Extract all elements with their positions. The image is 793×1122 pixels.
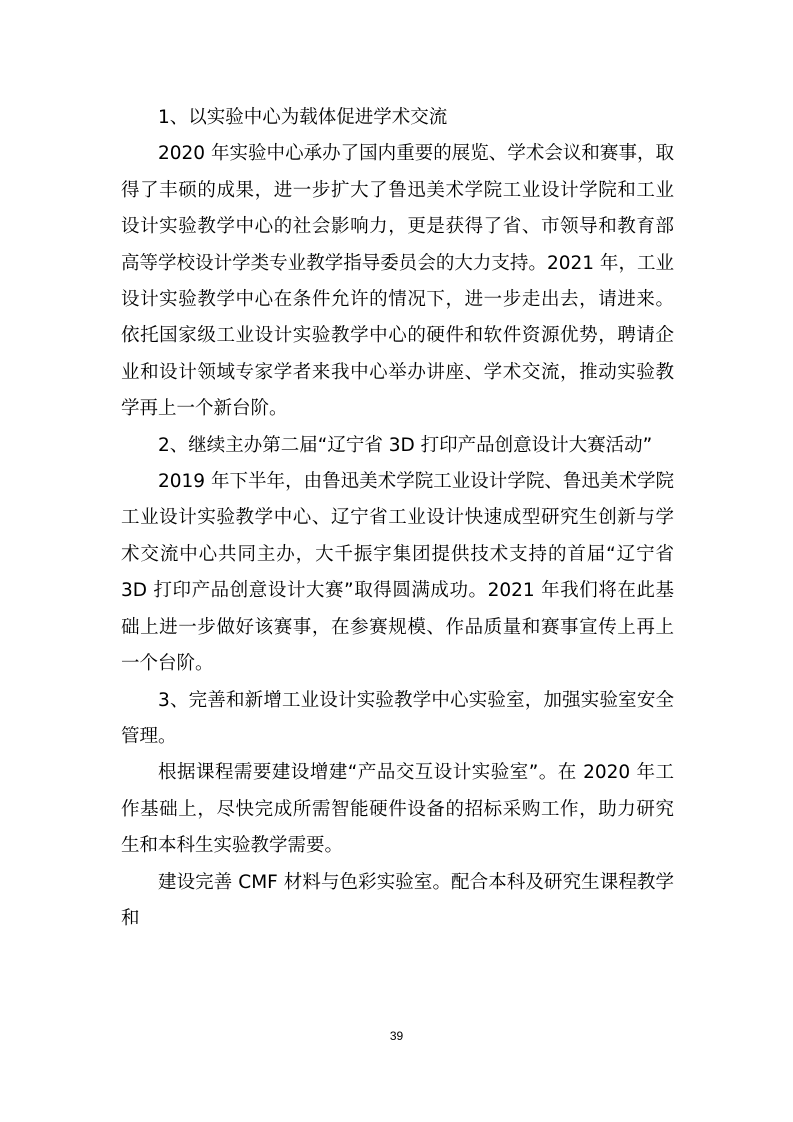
paragraph-item-3a: 根据课程需要建设增建“产品交互设计实验室”。在 2020 年工作基础上，尽快完成所需智能硬件设备的招标采购工作，助力研究生和本科生实验教学需要。 bbox=[121, 762, 674, 857]
heading-item-1: 1、以实验中心为载体促进学术交流 bbox=[158, 107, 448, 128]
body-text bbox=[121, 100, 674, 937]
page-number: 39 bbox=[389, 1029, 404, 1043]
paragraph-item-2: 2019 年下半年，由鲁迅美术学院工业设计学院、鲁迅美术学院工业设计实验教学中心、辽宁省工业设计快速成型研究生创新与学术交流中心共同主办，大千振宇集团提供技术支持的首届“辽宁省 3D 打印产品创意设计大赛”取得圆满成功。2021 年我们将在此基础上进一步做好该赛事，在参赛规模、作品质量和赛事宣传上再上一个台阶。 bbox=[121, 471, 674, 675]
heading-item-3: 3、完善和新增工业设计实验教学中心实验室，加强实验室安全管理。 bbox=[121, 689, 674, 747]
paragraph-item-3b: 建设完善 CMF 材料与色彩实验室。配合本科及研究生课程教学和 bbox=[121, 871, 674, 929]
paragraph-item-1: 2020 年实验中心承办了国内重要的展览、学术会议和赛事，取得了丰硕的成果，进一步扩大了鲁迅美术学院工业设计学院和工业设计实验教学中心的社会影响力，更是获得了省、市领导和教育部高等学校设计学类专业教学指导委员会的大力支持。2021 年，工业设计实验教学中心在条件允许的情况下，进一步走出去，请进来。依托国家级工业设计实验教学中心的硬件和软件资源优势，聘请企业和设计领域专家学者来我中心举办讲座、学术交流，推动实验教学再上一个新台阶。 bbox=[121, 143, 674, 420]
heading-item-2: 2、继续主办第二届“辽宁省 3D 打印产品创意设计大赛活动” bbox=[158, 434, 653, 456]
